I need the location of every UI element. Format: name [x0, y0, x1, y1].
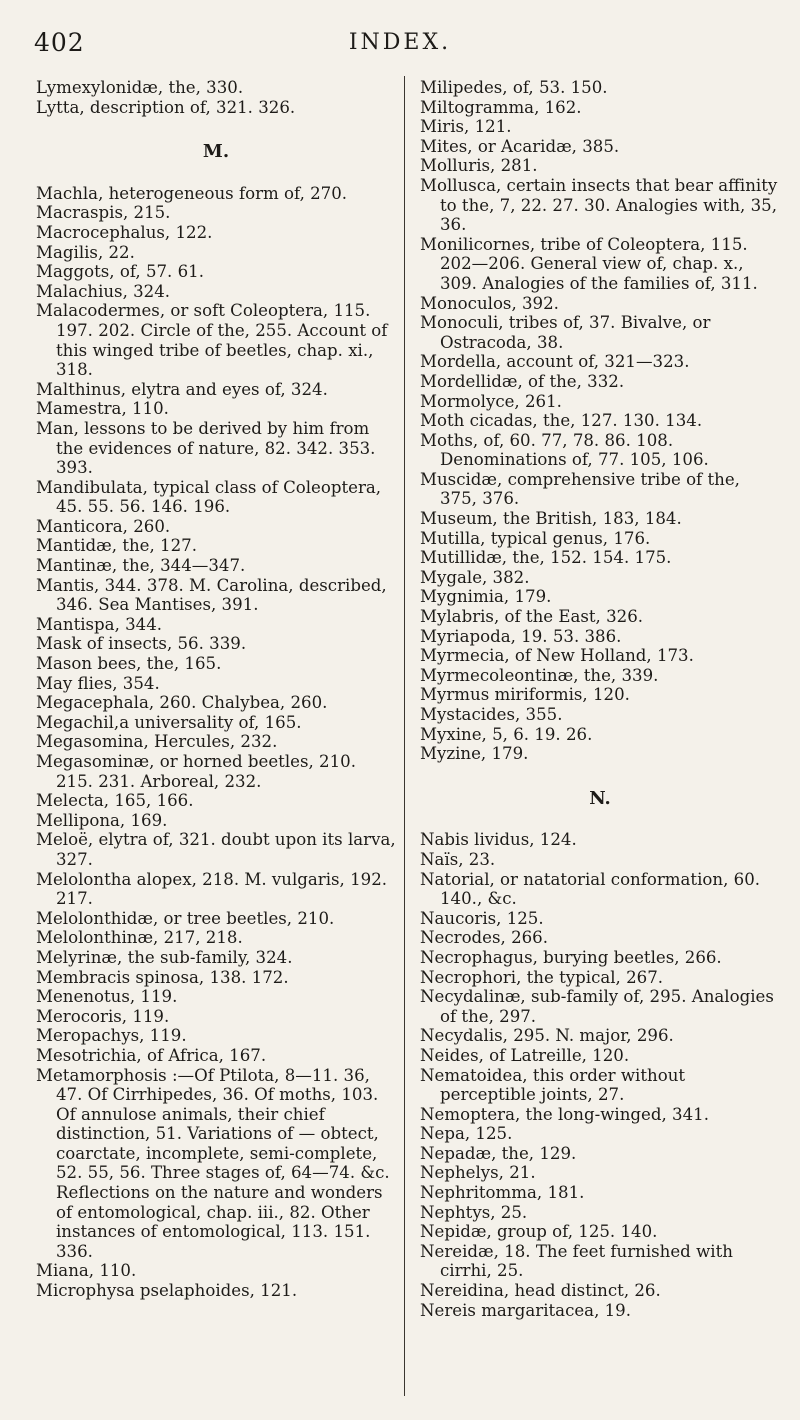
index-entry: Mutillidæ, the, 152. 154. 175. — [420, 548, 672, 568]
index-entry: Necydalis, 295. N. major, 296. — [420, 1026, 674, 1046]
index-entry: Meropachys, 119. — [36, 1026, 187, 1046]
left-entries-before — [36, 78, 396, 117]
index-entry: Membracis spinosa, 138. 172. — [36, 967, 289, 987]
index-entry: Megachil,a universality of, 165. — [36, 712, 302, 732]
section-letter-n: N. — [589, 787, 611, 809]
index-entry: Man, lessons to be derived by him from the evidences of nature, 82. 342. 353. 393. — [36, 418, 376, 478]
index-entry: Mantis, 344. 378. M. Carolina, described, 346. Sea Mantises, 391. — [36, 575, 387, 615]
index-entry: Nepidæ, group of, 125. 140. — [420, 1222, 658, 1242]
index-entry: Mamestra, 110. — [36, 399, 169, 419]
index-entry: Moths, of, 60. 77, 78. 86. 108. Denominations of, 77. 105, 106. — [420, 430, 709, 470]
index-entry: Nereis margaritacea, 19. — [420, 1300, 632, 1320]
index-entry: Manticora, 260. — [36, 516, 171, 536]
index-entry: Metamorphosis :—Of Ptilota, 8—11. 36, 47. Of Cirrhipedes, 36. Of moths, 103. Of annulose animals, their chief distinction, 51. Variations of — obtect, coarctate, incomplete, semi-complete, 52. 55, 56. Three stages of, 64—74. &c. Reflections on the nature and wonders of entomological, chap. iii., 82. Other instances of entomological, 113. 151. 336. — [36, 1065, 390, 1261]
index-entry: Melolonthidæ, or tree beetles, 210. — [36, 908, 335, 928]
index-entry: Megasominæ, or horned beetles, 210. 215. 231. Arboreal, 232. — [36, 752, 356, 791]
index-entry: Nabis lividus, 124. — [420, 830, 577, 850]
index-entry: Mellipona, 169. — [36, 810, 168, 830]
right-entry-list — [420, 78, 780, 764]
index-entry: Myriapoda, 19. 53. 386. — [420, 626, 622, 646]
index-entry: Macraspis, 215. — [36, 203, 171, 223]
index-entry: Melolontha alopex, 218. M. vulgaris, 192. 217. — [36, 869, 388, 909]
index-entry: Nematoidea, this order without perceptible joints, 27. — [420, 1065, 686, 1105]
index-entry: Mygnimia, 179. — [420, 587, 552, 607]
index-entry: Myzine, 179. — [420, 744, 529, 764]
page-header — [0, 28, 800, 58]
index-entry: Mordellidæ, of the, 332. — [420, 371, 625, 391]
index-entry: Mollusca, certain insects that bear affinity to the, 7, 22. 27. 30. Analogies with, 35, 36. — [420, 175, 778, 235]
right-entry-list-n — [420, 830, 780, 1320]
index-entry: Melecta, 165, 166. — [36, 791, 194, 811]
section-letter-m: M. — [202, 141, 230, 163]
index-entry: Mutilla, typical genus, 176. — [420, 528, 651, 548]
index-entry: Necrophagus, burying beetles, 266. — [420, 947, 722, 967]
index-entry: Malthinus, elytra and eyes of, 324. — [36, 379, 328, 399]
index-entry: Monoculos, 392. — [420, 293, 559, 313]
index-entry: Myrmecoleontinæ, the, 339. — [420, 665, 659, 685]
index-entry: Myrmecia, of New Holland, 173. — [420, 646, 694, 666]
index-entry: Naïs, 23. — [420, 849, 496, 869]
index-entry: Melyrinæ, the sub-family, 324. — [36, 947, 293, 967]
index-entry: Mantinæ, the, 344—347. — [36, 556, 246, 576]
index-entry: Merocoris, 119. — [36, 1006, 170, 1026]
index-entry: Milipedes, of, 53. 150. — [420, 78, 608, 97]
index-entry: Mygale, 382. — [420, 567, 530, 587]
index-entry: Necrodes, 266. — [420, 928, 549, 948]
index-entry: Moth cicadas, the, 127. 130. 134. — [420, 411, 703, 431]
index-entry: Nephritomma, 181. — [420, 1183, 585, 1203]
index-entry: Mask of insects, 56. 339. — [36, 634, 247, 654]
index-entry: Magilis, 22. — [36, 242, 135, 262]
index-entry: Neides, of Latreille, 120. — [420, 1045, 630, 1065]
index-entry: Miltogramma, 162. — [420, 97, 582, 117]
column-divider — [404, 76, 405, 1396]
index-entry: Mites, or Acaridæ, 385. — [420, 136, 620, 156]
index-entry: Nepa, 125. — [420, 1124, 513, 1144]
index-entry: Melolonthinæ, 217, 218. — [36, 928, 243, 948]
index-entry: Mandibulata, typical class of Coleoptera, 45. 55. 56. 146. 196. — [36, 477, 382, 517]
index-entry: Megasomina, Hercules, 232. — [36, 732, 278, 752]
index-entry: Natorial, or natatorial conformation, 60. 140., &c. — [420, 869, 761, 909]
index-entry: Megacephala, 260. Chalybea, 260. — [36, 693, 328, 713]
index-entry: Mystacides, 355. — [420, 705, 563, 724]
index-entry: Miris, 121. — [420, 117, 512, 137]
left-entry-list — [36, 184, 396, 1301]
index-entry: Lytta, description of, 321. 326. — [36, 97, 296, 117]
index-entry: Monoculi, tribes of, 37. Bivalve, or Ostracoda, 38. — [420, 313, 711, 352]
index-entry: Nereidæ, 18. The feet furnished with cirrhi, 25. — [420, 1241, 733, 1281]
index-entry: Naucoris, 125. — [420, 908, 544, 928]
index-entry: Mantispa, 344. — [36, 614, 163, 634]
index-entry: Nereidina, head distinct, 26. — [420, 1281, 661, 1301]
index-entry: Myxine, 5, 6. 19. 26. — [420, 724, 593, 744]
index-entry: Necrophori, the typical, 267. — [420, 967, 664, 987]
index-entry: Macrocephalus, 122. — [36, 222, 213, 242]
running-title: INDEX. — [348, 30, 452, 55]
index-entry: Molluris, 281. — [420, 156, 538, 176]
index-entry: Nephelys, 21. — [420, 1163, 536, 1183]
index-entry: Monilicornes, tribe of Coleoptera, 115. 202—206. General view of, chap. x., 309. Analogies of the families of, 311. — [420, 234, 758, 293]
index-entry: Mylabris, of the East, 326. — [420, 607, 644, 627]
index-entry: Mesotrichia, of Africa, 167. — [36, 1045, 267, 1065]
index-entry: Necydalinæ, sub-family of, 295. Analogies of the, 297. — [420, 987, 774, 1026]
index-entry: Microphysa pselaphoides, 121. — [36, 1281, 298, 1301]
index-entry: Lymexylonidæ, the, 330. — [36, 78, 244, 97]
index-entry: Nepadæ, the, 129. — [420, 1143, 577, 1163]
index-entry: Mantidæ, the, 127. — [36, 536, 197, 556]
index-entry: Maggots, of, 57. 61. — [36, 262, 204, 282]
index-entry: Mordella, account of, 321—323. — [420, 352, 690, 372]
index-entry: Mormolyce, 261. — [420, 391, 562, 411]
index-entry: Nemoptera, the long-winged, 341. — [420, 1104, 709, 1124]
index-entry: Myrmus miriformis, 120. — [420, 685, 630, 705]
index-entry: Nephtys, 25. — [420, 1202, 528, 1222]
index-entry: May flies, 354. — [36, 673, 160, 693]
index-entry: Museum, the British, 183, 184. — [420, 509, 682, 529]
index-entry: Miana, 110. — [36, 1261, 137, 1281]
index-entry: Muscidæ, comprehensive tribe of the, 375, 376. — [420, 469, 740, 509]
index-entry: Menenotus, 119. — [36, 987, 178, 1007]
page-number: 402 — [34, 28, 85, 57]
left-column — [36, 78, 396, 1301]
index-entry: Malacodermes, or soft Coleoptera, 115. 197. 202. Circle of the, 255. Account of this winged tribe of beetles, chap. xi., 318. — [36, 301, 388, 380]
index-entry: Machla, heterogeneous form of, 270. — [36, 183, 348, 203]
right-column — [420, 78, 780, 1320]
index-entry: Meloë, elytra of, 321. doubt upon its larva, 327. — [36, 830, 396, 869]
index-entry: Mason bees, the, 165. — [36, 654, 222, 674]
index-entry: Malachius, 324. — [36, 281, 171, 301]
